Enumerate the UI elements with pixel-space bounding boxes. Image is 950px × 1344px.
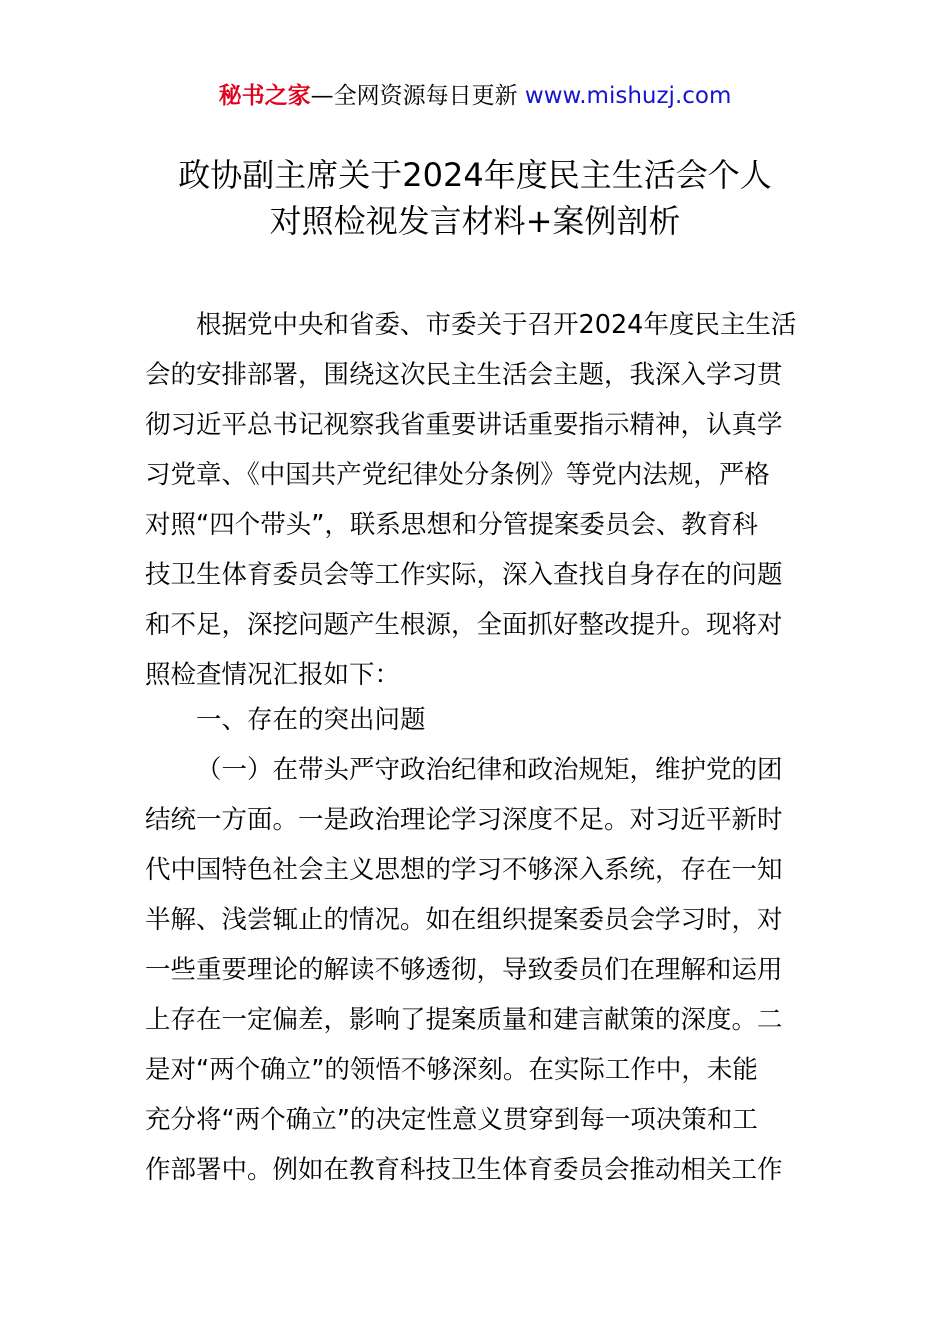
section-heading (145, 695, 807, 745)
title-line-1: 政协副主席关于2024年度民主生活会个人 (178, 156, 772, 194)
paragraph-line: 半解、浅尝辄止的情况。如在组织提案委员会学习时，对 (145, 905, 783, 935)
paragraph-line: 上存在一定偏差，影响了提案质量和建言献策的深度。二 (145, 1005, 783, 1035)
paragraph-line: 充分将“两个确立”的决定性意义贯穿到每一项决策和工 (145, 1105, 758, 1135)
section-heading-text: 一、存在的突出问题 (196, 705, 426, 735)
title-line-2: 对照检视发言材料+案例剖析 (269, 202, 681, 240)
paragraph-line: 代中国特色社会主义思想的学习不够深入系统，存在一知 (145, 855, 783, 885)
paragraph-line: 是对“两个确立”的领悟不够深刻。在实际工作中，未能 (145, 1055, 758, 1085)
site-brand: 秘书之家 (218, 83, 311, 109)
paragraph-line: 和不足，深挖问题产生根源，全面抓好整改提升。现将对 (145, 610, 783, 640)
paragraph-line: 根据党中央和省委、市委关于召开2024年度民主生活 (196, 310, 797, 340)
paragraph-line: 会的安排部署，围绕这次民主生活会主题，我深入学习贯 (145, 360, 783, 390)
paragraph-line: 技卫生体育委员会等工作实际，深入查找自身存在的问题 (145, 560, 783, 590)
paragraph-line: 结统一方面。一是政治理论学习深度不足。对习近平新时 (145, 805, 783, 835)
paragraph-line: 习党章、《中国共产党纪律处分条例》等党内法规，严格 (145, 460, 770, 490)
paragraph-line: 一些重要理论的解读不够透彻，导致委员们在理解和运用 (145, 955, 783, 985)
site-tagline: —全网资源每日更新 (310, 83, 518, 109)
body-paragraph (145, 745, 807, 1195)
paragraph-line: 对照“四个带头”，联系思想和分管提案委员会、教育科 (145, 510, 758, 540)
paragraph-line: 照检查情况汇报如下： (145, 660, 401, 690)
paragraph-line: 彻习近平总书记视察我省重要讲话重要指示精神，认真学 (145, 410, 783, 440)
paragraph-line: （一）在带头严守政治纪律和政治规矩，维护党的团 (196, 755, 783, 785)
paragraph-line: 作部署中。例如在教育科技卫生体育委员会推动相关工作 (145, 1155, 783, 1185)
site-header (0, 80, 950, 112)
document-title (0, 152, 950, 244)
site-url-link[interactable]: www.mishuzj.com (524, 83, 732, 109)
intro-paragraph (145, 300, 807, 700)
